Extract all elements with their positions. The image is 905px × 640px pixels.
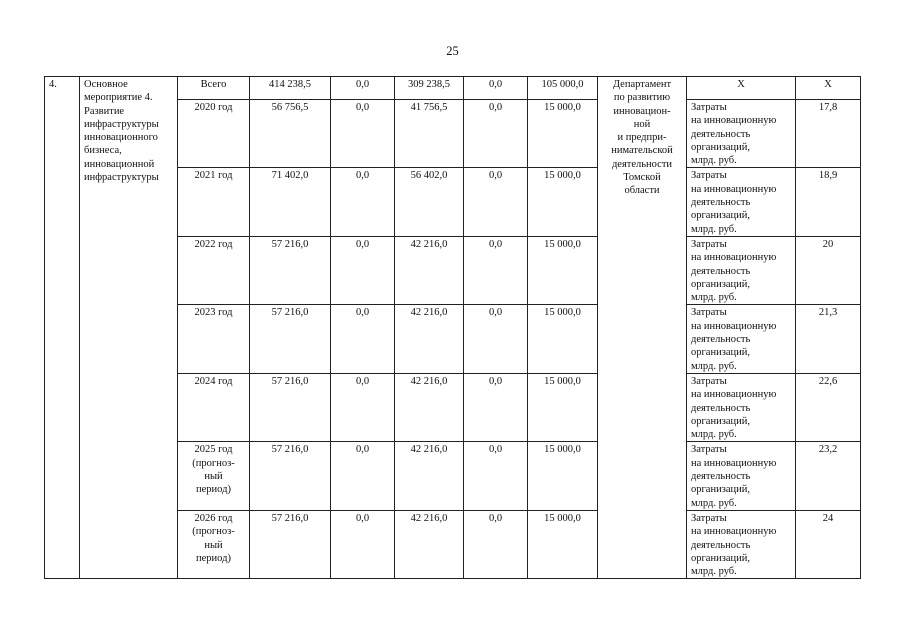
year-cell: 2021 год bbox=[178, 168, 250, 236]
indicator-cell: Затраты на инновационную деятельность организаций, млрд. руб. bbox=[687, 510, 796, 578]
value-regional: 42 216,0 bbox=[395, 305, 464, 373]
year-cell: 2020 год bbox=[178, 100, 250, 168]
value-federal: 0,0 bbox=[331, 373, 395, 441]
value-total: 57 216,0 bbox=[250, 442, 331, 510]
indicator-cell: Затраты на инновационную деятельность организаций, млрд. руб. bbox=[687, 373, 796, 441]
value-extra: 105 000,0 bbox=[528, 77, 598, 100]
value-federal: 0,0 bbox=[331, 100, 395, 168]
indicator-value-cell: 17,8 bbox=[796, 100, 861, 168]
value-total: 57 216,0 bbox=[250, 236, 331, 304]
indicator-value-cell: 23,2 bbox=[796, 442, 861, 510]
value-total: 57 216,0 bbox=[250, 510, 331, 578]
value-regional: 42 216,0 bbox=[395, 442, 464, 510]
value-extra: 15 000,0 bbox=[528, 168, 598, 236]
value-extra: 15 000,0 bbox=[528, 442, 598, 510]
indicator-cell: Затраты на инновационную деятельность организаций, млрд. руб. bbox=[687, 168, 796, 236]
value-local: 0,0 bbox=[464, 373, 528, 441]
indicator-cell: Затраты на инновационную деятельность организаций, млрд. руб. bbox=[687, 236, 796, 304]
value-extra: 15 000,0 bbox=[528, 510, 598, 578]
budget-table bbox=[44, 76, 861, 579]
value-extra: 15 000,0 bbox=[528, 236, 598, 304]
item-number: 4. bbox=[45, 77, 80, 579]
value-local: 0,0 bbox=[464, 100, 528, 168]
year-cell: Всего bbox=[178, 77, 250, 100]
table-body bbox=[45, 77, 861, 579]
value-local: 0,0 bbox=[464, 77, 528, 100]
value-federal: 0,0 bbox=[331, 168, 395, 236]
indicator-value-cell: 21,3 bbox=[796, 305, 861, 373]
value-regional: 42 216,0 bbox=[395, 236, 464, 304]
value-federal: 0,0 bbox=[331, 77, 395, 100]
indicator-cell: Затраты на инновационную деятельность организаций, млрд. руб. bbox=[687, 100, 796, 168]
value-extra: 15 000,0 bbox=[528, 305, 598, 373]
value-total: 56 756,5 bbox=[250, 100, 331, 168]
department-cell: Департамент по развитию инновацион- ной и предпри- нимательской деятельности Томской области bbox=[598, 77, 687, 579]
value-regional: 309 238,5 bbox=[395, 77, 464, 100]
item-name: Основное мероприятие 4. Развитие инфраструктуры инновационного бизнеса, инновационной инфраструктуры bbox=[80, 77, 178, 579]
value-regional: 41 756,5 bbox=[395, 100, 464, 168]
year-cell: 2026 год (прогноз- ный период) bbox=[178, 510, 250, 578]
year-cell: 2024 год bbox=[178, 373, 250, 441]
value-regional: 42 216,0 bbox=[395, 373, 464, 441]
value-regional: 56 402,0 bbox=[395, 168, 464, 236]
indicator-cell: Затраты на инновационную деятельность организаций, млрд. руб. bbox=[687, 305, 796, 373]
value-federal: 0,0 bbox=[331, 305, 395, 373]
indicator-value-cell: 20 bbox=[796, 236, 861, 304]
value-regional: 42 216,0 bbox=[395, 510, 464, 578]
indicator-cell: Х bbox=[687, 77, 796, 100]
value-federal: 0,0 bbox=[331, 442, 395, 510]
value-local: 0,0 bbox=[464, 442, 528, 510]
year-cell: 2025 год (прогноз- ный период) bbox=[178, 442, 250, 510]
value-total: 57 216,0 bbox=[250, 373, 331, 441]
page-number: 25 bbox=[446, 44, 459, 58]
year-cell: 2022 год bbox=[178, 236, 250, 304]
value-local: 0,0 bbox=[464, 510, 528, 578]
value-total: 71 402,0 bbox=[250, 168, 331, 236]
value-federal: 0,0 bbox=[331, 236, 395, 304]
value-extra: 15 000,0 bbox=[528, 373, 598, 441]
year-cell: 2023 год bbox=[178, 305, 250, 373]
indicator-value-cell: 22,6 bbox=[796, 373, 861, 441]
value-local: 0,0 bbox=[464, 236, 528, 304]
indicator-value-cell: 24 bbox=[796, 510, 861, 578]
value-local: 0,0 bbox=[464, 305, 528, 373]
value-federal: 0,0 bbox=[331, 510, 395, 578]
value-total: 57 216,0 bbox=[250, 305, 331, 373]
indicator-value-cell: 18,9 bbox=[796, 168, 861, 236]
indicator-value-cell: Х bbox=[796, 77, 861, 100]
indicator-cell: Затраты на инновационную деятельность организаций, млрд. руб. bbox=[687, 442, 796, 510]
value-total: 414 238,5 bbox=[250, 77, 331, 100]
value-extra: 15 000,0 bbox=[528, 100, 598, 168]
value-local: 0,0 bbox=[464, 168, 528, 236]
table-row-total bbox=[45, 77, 861, 100]
